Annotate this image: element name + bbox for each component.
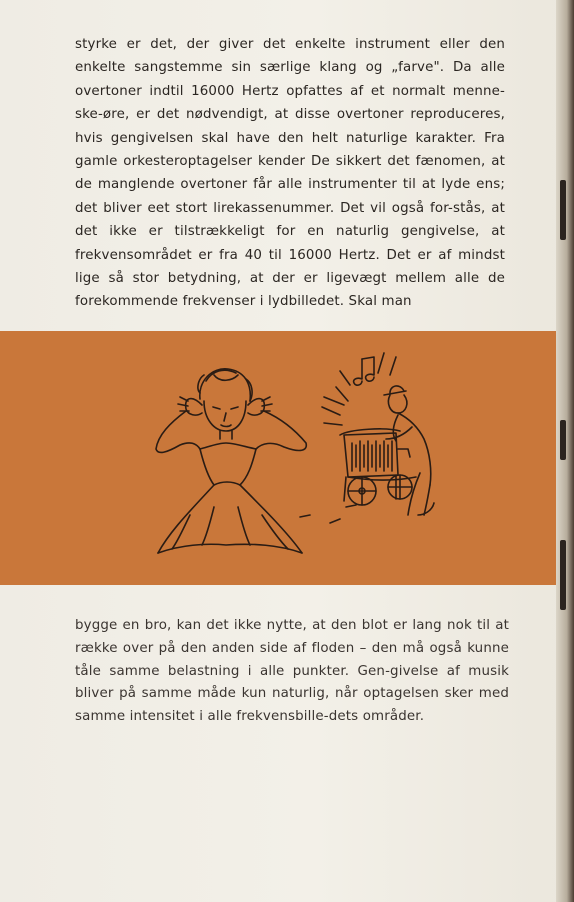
illustration-band	[0, 331, 566, 585]
illustration-drawing	[0, 331, 566, 585]
barrel-organ-icon	[300, 386, 434, 523]
body-text-bottom	[75, 615, 509, 729]
woman-figure-icon	[156, 369, 306, 553]
paragraph-top: styrke er det, der giver det enkelte instrument eller den enkelte sangstemme sin særlige klang og „farve". Da alle overtoner indtil 16000 Hertz opfattes af et normalt menne-ske-øre, er det nødvendigt, at disse overtoner reproduceres, hvis gengivelsen skal have den helt naturlige karakter. Fra gamle orkesteroptagelser kender De sikkert det fænomen, at de manglende overtoner får alle instrumenter til at lyde ens; det bliver eet stort lirekassenummer. Det vil også for-stås, at det ikke er tilstrækkeligt for en naturlig gengivelse, at frekvensområdet er fra 40 til 16000 Hertz. Det er af mindst lige så stor betydning, at der er ligevægt mellem alle de forekommende frekvenser i lydbilledet. Skal man	[75, 37, 505, 310]
body-text-top	[75, 33, 505, 314]
binding-clip-bottom	[560, 540, 566, 610]
music-note-icon	[322, 353, 396, 425]
paragraph-bottom: bygge en bro, kan det ikke nytte, at den blot er lang nok til at række over på den anden side af floden – den må også kunne tåle samme belastning i alle punkter. Gen-givelse af musik bliver på samme måde kun naturlig, når optagelsen sker med samme intensitet i alle frekvensbille-dets områder.	[75, 618, 509, 725]
binding-clip-top	[560, 180, 566, 240]
binding-clip-middle	[560, 420, 566, 460]
